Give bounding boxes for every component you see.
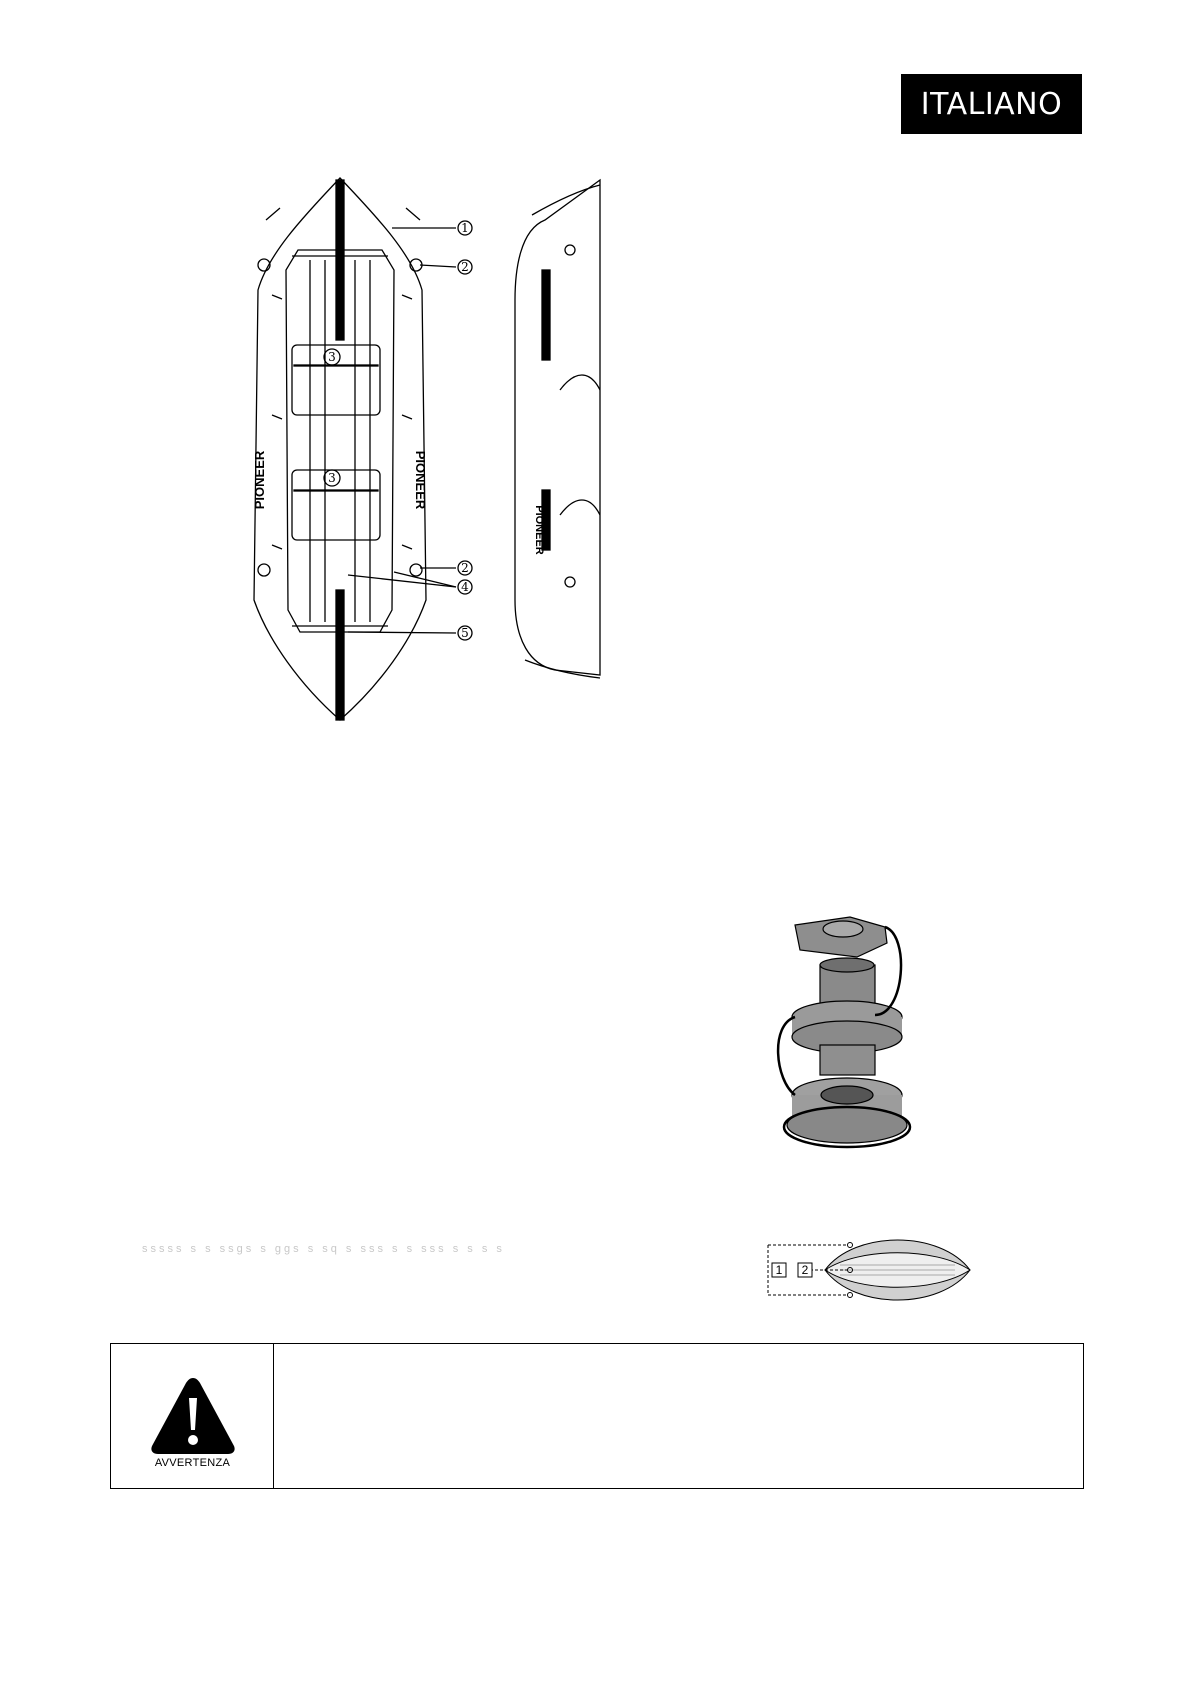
valve-diagram xyxy=(765,905,925,1165)
callout-2-bottom: 2 xyxy=(461,561,469,575)
warning-box xyxy=(110,1343,1084,1489)
warning-label: AVVERTENZA xyxy=(154,1457,231,1469)
callout-1: 1 xyxy=(461,221,469,235)
callout-4: 4 xyxy=(461,580,469,594)
callout-2-top: 2 xyxy=(461,260,469,274)
kayak-diagram xyxy=(180,160,680,750)
callout-3-rear: 3 xyxy=(328,471,336,485)
faded-caption: sssss s s ssgs s ggs s sq s sss s s sss s s s s xyxy=(142,1243,505,1255)
hull-logo-right: PIONEER xyxy=(413,450,428,510)
chamber-diagram xyxy=(760,1225,985,1315)
warning-icon-cell xyxy=(111,1344,274,1488)
hull-logo-left: PIONEER xyxy=(252,450,267,510)
language-label: ITALIANO xyxy=(920,86,1063,122)
chamber-label-2: 2 xyxy=(801,1263,809,1277)
language-badge xyxy=(901,74,1082,134)
warning-triangle-icon xyxy=(149,1374,237,1456)
callout-5: 5 xyxy=(461,626,469,640)
callout-3-front: 3 xyxy=(328,350,336,364)
warning-text xyxy=(274,1344,1083,1488)
chamber-label-1: 1 xyxy=(775,1263,783,1277)
side-hull-logo: PIONEER xyxy=(533,505,545,555)
